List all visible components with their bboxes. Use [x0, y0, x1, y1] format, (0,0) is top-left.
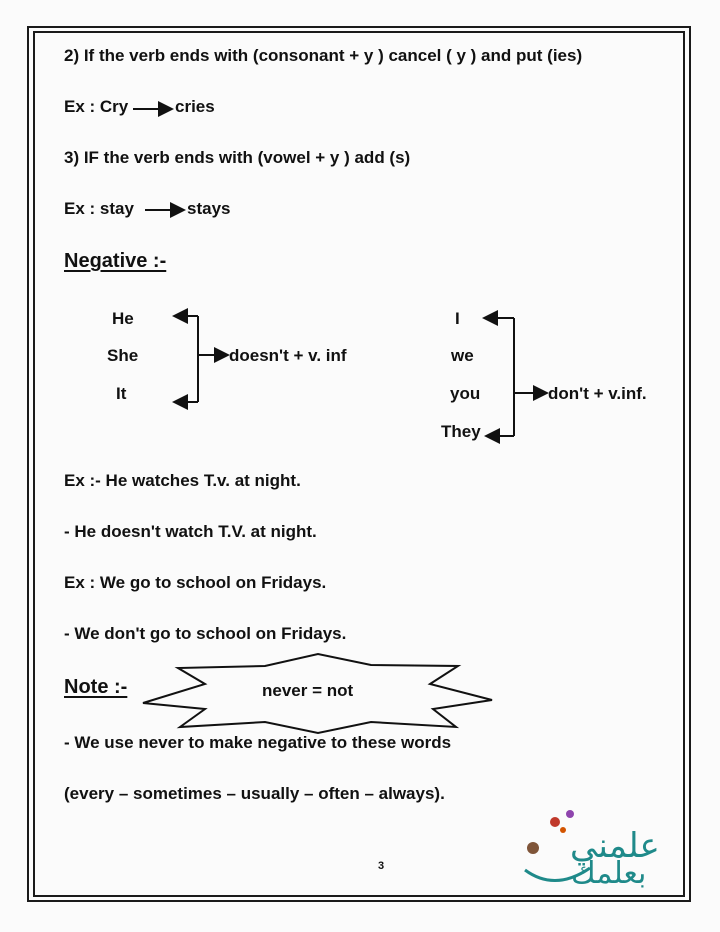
- group1-form: doesn't + v. inf: [229, 346, 347, 365]
- note-heading: Note :-: [64, 676, 128, 698]
- bracket-group2-icon: [484, 318, 547, 436]
- star-text: never = not: [262, 681, 354, 700]
- logo-line-1: علمني: [570, 826, 660, 866]
- rule-2-text: 2) If the verb ends with (consonant + y ) cancel ( y ) and put (ies): [64, 46, 583, 65]
- pronoun-they: They: [441, 422, 481, 441]
- example-2-right: cries: [175, 97, 215, 116]
- pronoun-i: I: [455, 309, 460, 328]
- pronoun-we: we: [451, 346, 474, 365]
- negative-heading: Negative :-: [64, 250, 167, 272]
- pronoun-you: you: [450, 384, 481, 403]
- example-line-2: - He doesn't watch T.V. at night.: [64, 522, 317, 541]
- group2-form: don't + v.inf.: [548, 384, 647, 403]
- logo-line-2: بعلمك: [571, 856, 647, 891]
- logo: [515, 800, 675, 895]
- example-line-1: Ex :- He watches T.v. at night.: [64, 471, 301, 490]
- note-line-1: - We use never to make negative to these words: [64, 733, 452, 752]
- star-shape-icon: [143, 654, 492, 733]
- example-line-4: - We don't go to school on Fridays.: [64, 624, 347, 643]
- pronoun-she: She: [107, 346, 139, 365]
- example-2-left: Ex : Cry: [64, 97, 129, 116]
- example-3-right: stays: [187, 199, 231, 218]
- page-number: 3: [378, 860, 385, 872]
- example-line-3: Ex : We go to school on Fridays.: [64, 573, 327, 592]
- bracket-group1-icon: [174, 316, 228, 402]
- example-3-left: Ex : stay: [64, 199, 134, 218]
- note-line-2: (every – sometimes – usually – often – always).: [64, 784, 445, 803]
- rule-3-text: 3) IF the verb ends with (vowel + y ) add (s): [64, 148, 411, 167]
- pronoun-he: He: [112, 309, 134, 328]
- pronoun-it: It: [116, 384, 127, 403]
